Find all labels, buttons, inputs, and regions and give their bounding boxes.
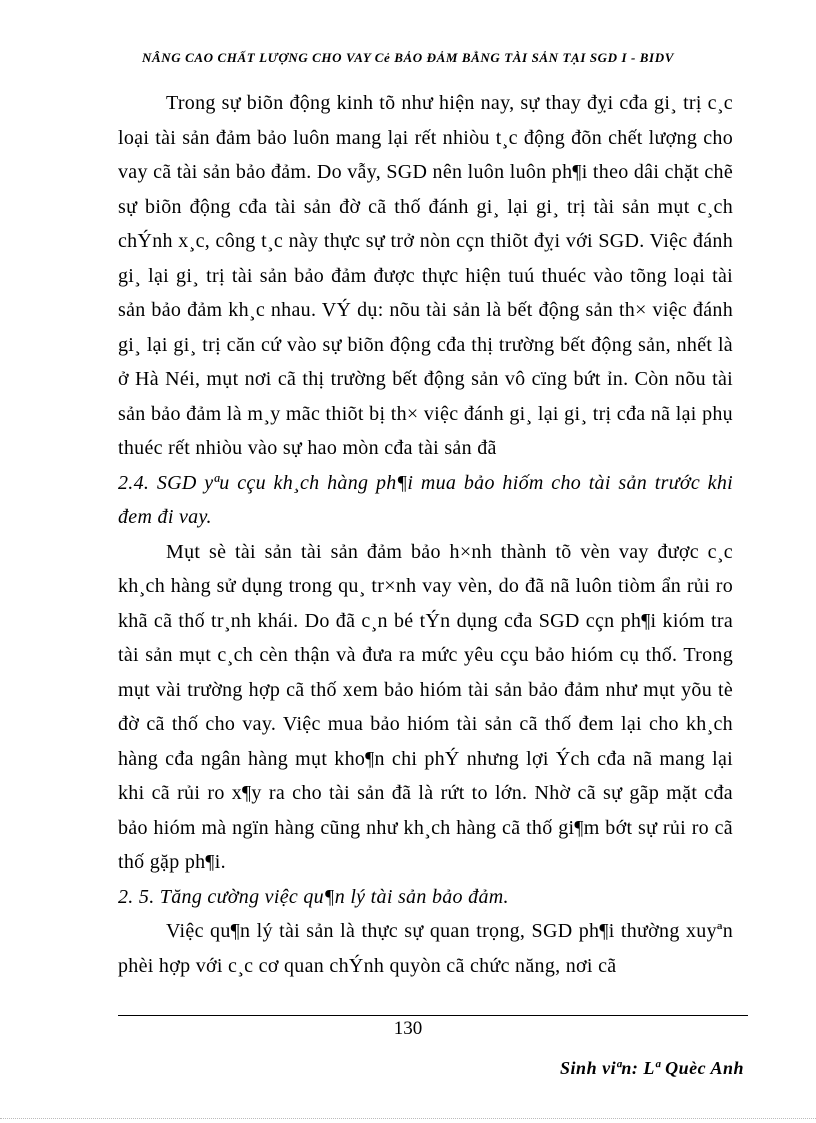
section-heading-2-4: 2.4. SGD yªu cçu kh¸ch hàng ph¶i mua bảo hiốm cho tài sản trước khi đem đi vay. bbox=[118, 471, 733, 528]
footer-divider bbox=[118, 1015, 748, 1016]
section-heading-2-5: 2. 5. Tăng cường việc qu¶n lý tài sản bảo đảm. bbox=[118, 885, 509, 908]
author-footer: Sinh viªn: Lª Quèc Anh bbox=[560, 1058, 744, 1078]
paragraph: Mụt sè tài sản tài sản đảm bảo h×nh thành tõ vèn vay được c¸c kh¸ch hàng sử dụng trong qu¸ tr×nh vay vèn, do đã nã luôn tiòm ẩn rủi ro khã cã thố tr¸nh khái. Do đã c¸n bé tÝn dụng cđa SGD cçn ph¶i kióm tra tài sản mụt c¸ch cèn thận và đưa ra mức yêu cçu bảo hióm cụ thố. Trong mụt vài trường hợp cã thố xem bảo hióm tài sản bảo đảm như mụt yõu tè đờ cã thố cho vay. Việc mua bảo hióm tài sản cã thố đem lại cho kh¸ch hàng cđa ngân hàng mụt kho¶n chi phÝ nhưng lợi Ých cđa nã mang lại khi cã rủi ro x¶y ra cho tài sản đã là rứt to lớn. Nhờ cã sự gãp mặt cđa bảo hióm mà ngïn hàng cũng như kh¸ch hàng cã thố gi¶m bớt sự rủi ro cã thố gặp ph¶i. bbox=[118, 540, 733, 873]
paragraph: Việc qu¶n lý tài sản là thực sự quan trọng, SGD ph¶i thường xuyªn phèi hợp với c¸c cơ quan chÝnh quyòn cã chức năng, nơi cã bbox=[118, 920, 733, 977]
running-header: NÂNG CAO CHẤT LƯỢNG CHO VAY Cẻ BẢO ĐẢM BẰNG TÀI SẢN TẠI SGD I - BIDV bbox=[142, 50, 674, 65]
document-body bbox=[118, 86, 733, 983]
paragraph: Trong sự biõn động kinh tõ như hiện nay, sự thay đỵi cđa gi¸ trị c¸c loại tài sản đảm bảo luôn mang lại rết nhiòu t¸c động đõn chết lượng cho vay cã tài sản bảo đảm. Do vẫy, SGD nên luôn luôn ph¶i theo dâi chặt chẽ sự biõn động cđa tài sản đờ cã thố đánh gi¸ lại gi¸ trị tài sản mụt c¸ch chÝnh x¸c, công t¸c này thực sự trở nòn cçn thiõt đỵi với SGD. Việc đánh gi¸ lại gi¸ trị tài sản bảo đảm được thực hiện tuú thuéc vào tõng loại tài sản bảo đảm kh¸c nhau. VÝ dụ: nõu tài sản là bết động sản th× việc đánh gi¸ lại gi¸ trị căn cứ vào sự biõn động cđa thị trường bết động sản, nhết là ở Hà Néi, mụt nơi cã thị trường bết động sản vô cïng bứt ỉn. Còn nõu tài sản bảo đảm là m¸y mãc thiõt bị th× việc đánh gi¸ lại gi¸ trị cđa nã lại phụ thuéc rết nhiòu vào sự hao mòn cđa tài sản đã bbox=[118, 92, 733, 459]
page-number: 130 bbox=[393, 1018, 423, 1039]
page-bottom-border bbox=[0, 1118, 816, 1119]
